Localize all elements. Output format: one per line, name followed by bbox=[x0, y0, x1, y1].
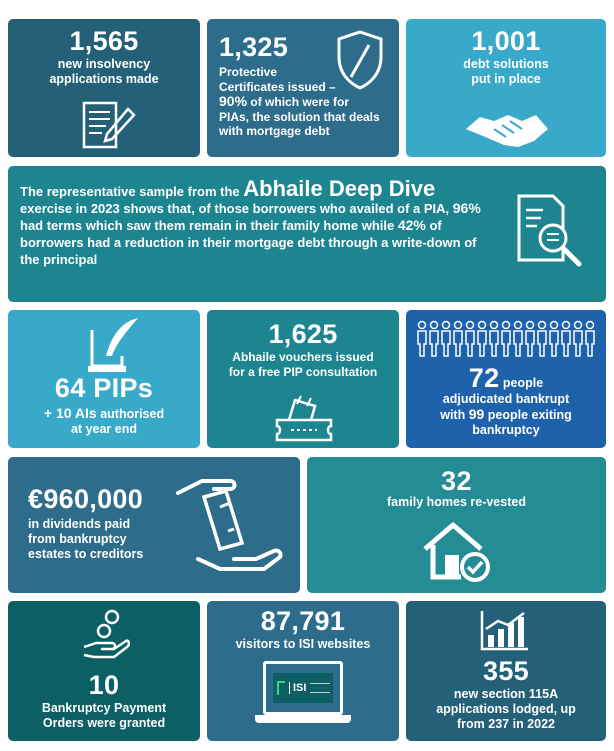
vouchers-text bbox=[207, 350, 399, 380]
deep-dive-t1: exercise in 2023 shows that, of those borrowers who availed of a PIA, bbox=[20, 201, 453, 216]
person-figure bbox=[418, 322, 426, 357]
payment-orders-line1: Bankruptcy Payment bbox=[41, 701, 167, 715]
person-figure bbox=[466, 322, 474, 357]
bankrupt-text bbox=[406, 364, 606, 438]
certificates-line4: PIAs, the solution that deals bbox=[219, 109, 380, 124]
bankrupt-line1: adjudicated bankrupt bbox=[442, 392, 570, 406]
pips-number: 64 PIPs bbox=[54, 373, 154, 403]
vouchers-line2: for a free PIP consultation bbox=[228, 365, 378, 379]
deep-dive-line2 bbox=[20, 200, 510, 217]
document-magnifier-icon bbox=[513, 192, 585, 272]
tile-dividends bbox=[8, 457, 300, 593]
person-figure bbox=[538, 322, 546, 357]
deep-dive-t5: the principal bbox=[20, 252, 98, 267]
deep-dive-t2: had terms which saw them remain in their family home while bbox=[20, 218, 398, 233]
bankrupt-line0 bbox=[406, 364, 606, 392]
debt-solutions-number: 1,001 bbox=[471, 26, 541, 56]
pips-prefix: + bbox=[43, 405, 56, 421]
pips-line1-text: authorised bbox=[96, 407, 165, 421]
people-row-icon bbox=[416, 320, 598, 358]
debt-solutions-line1: debt solutions bbox=[463, 57, 549, 71]
laptop-icon bbox=[255, 661, 355, 731]
tile-debt-solutions bbox=[406, 19, 606, 157]
section115-number: 355 bbox=[483, 656, 529, 686]
person-figure bbox=[586, 322, 594, 357]
insolvency-line1: new insolvency bbox=[57, 57, 151, 71]
section115-line2: applications lodged, up bbox=[436, 702, 576, 716]
tile-vouchers bbox=[207, 310, 399, 448]
tile-protective-certificates bbox=[207, 19, 399, 157]
payment-orders-line2: Orders were granted bbox=[42, 716, 166, 730]
person-figure bbox=[490, 322, 498, 357]
homes-number: 32 bbox=[441, 466, 472, 496]
dividends-line3: estates to creditors bbox=[28, 547, 144, 561]
person-figure bbox=[514, 322, 522, 357]
bankrupt-line3: bankruptcy bbox=[472, 423, 540, 437]
tile-pips bbox=[8, 310, 200, 448]
bankrupt-number: 72 bbox=[468, 363, 500, 393]
tile-bankrupt bbox=[406, 310, 606, 448]
isi-logo bbox=[273, 673, 333, 703]
house-check-icon bbox=[421, 519, 493, 585]
dividends-number: €960,000 bbox=[28, 484, 144, 514]
person-figure bbox=[562, 322, 570, 357]
dividends-line2: from bankruptcy bbox=[28, 532, 127, 546]
certificates-line3-text: of which were for bbox=[247, 95, 350, 109]
person-figure bbox=[502, 322, 510, 357]
person-figure bbox=[526, 322, 534, 357]
certificates-line3 bbox=[219, 94, 380, 110]
person-figure bbox=[550, 322, 558, 357]
voucher-icon bbox=[271, 390, 337, 444]
bankrupt-word: people bbox=[499, 376, 544, 390]
dividends-line1: in dividends paid bbox=[28, 517, 131, 531]
deep-dive-t3: of bbox=[425, 218, 442, 233]
tile-homes bbox=[307, 457, 606, 593]
insolvency-line2: applications made bbox=[49, 72, 159, 86]
bankrupt-with: with bbox=[440, 408, 469, 422]
person-figure bbox=[442, 322, 450, 357]
pips-line2: at year end bbox=[70, 422, 137, 436]
certificates-line2: Certificates issued – bbox=[219, 79, 336, 94]
deep-dive-text bbox=[20, 176, 510, 268]
tile-payment-orders bbox=[8, 601, 200, 741]
homes-text bbox=[307, 495, 606, 510]
tile-deep-dive bbox=[8, 166, 606, 302]
person-figure bbox=[478, 322, 486, 357]
harp-icon bbox=[277, 681, 285, 695]
deep-dive-p2: 42% bbox=[397, 217, 426, 233]
certificates-number: 1,325 bbox=[219, 32, 289, 62]
isi-logo-text: ISI bbox=[289, 682, 306, 694]
quill-icon bbox=[82, 316, 142, 376]
person-figure bbox=[430, 322, 438, 357]
insolvency-text bbox=[8, 57, 200, 87]
deep-dive-title: Abhaile Deep Dive bbox=[243, 176, 436, 201]
person-figure bbox=[574, 322, 582, 357]
certificates-pct: 90% bbox=[219, 93, 248, 109]
bankrupt-line2 bbox=[406, 407, 606, 423]
bankrupt-99: 99 bbox=[468, 406, 485, 422]
handshake-icon bbox=[464, 107, 550, 151]
payment-orders-number: 10 bbox=[88, 670, 120, 700]
coins-hand-icon bbox=[82, 609, 130, 661]
websites-text bbox=[207, 637, 399, 652]
certificates-line5: with mortgage debt bbox=[219, 124, 330, 138]
dividends-text bbox=[28, 517, 143, 562]
tile-insolvency-applications bbox=[8, 19, 200, 157]
growth-chart-icon bbox=[478, 609, 530, 651]
homes-line1: family homes re-vested bbox=[387, 495, 526, 509]
deep-dive-line1 bbox=[20, 176, 510, 201]
pips-text bbox=[8, 406, 200, 437]
debt-solutions-line2: put in place bbox=[471, 72, 541, 86]
money-hands-icon bbox=[174, 473, 286, 585]
websites-number: 87,791 bbox=[260, 606, 346, 636]
shield-icon bbox=[335, 29, 385, 91]
vouchers-line1: Abhaile vouchers issued bbox=[232, 350, 374, 364]
certificates-line1: Protective bbox=[219, 65, 278, 79]
payment-orders-text bbox=[8, 701, 200, 731]
person-figure bbox=[454, 322, 462, 357]
tile-websites bbox=[207, 601, 399, 741]
deep-dive-intro: The representative sample from the bbox=[20, 184, 244, 199]
bankrupt-line2-text: people exiting bbox=[484, 408, 572, 422]
insolvency-number: 1,565 bbox=[69, 26, 139, 56]
websites-line1: visitors to ISI websites bbox=[235, 637, 371, 651]
pips-ais: 10 AIs bbox=[55, 405, 97, 421]
section115-line1: new section 115A bbox=[453, 687, 559, 701]
vouchers-number: 1,625 bbox=[268, 319, 338, 349]
deep-dive-t4: borrowers had a reduction in their mortgage debt through a write-down of bbox=[20, 235, 477, 250]
tile-section-115a bbox=[406, 601, 606, 741]
debt-solutions-text bbox=[406, 57, 606, 87]
section115-text bbox=[406, 687, 606, 732]
deep-dive-line3 bbox=[20, 217, 510, 234]
document-pen-icon bbox=[78, 99, 138, 153]
section115-line3: from 237 in 2022 bbox=[457, 717, 555, 731]
pips-line1 bbox=[8, 406, 200, 422]
logo-lines bbox=[310, 683, 330, 693]
deep-dive-p1: 96% bbox=[452, 200, 481, 216]
